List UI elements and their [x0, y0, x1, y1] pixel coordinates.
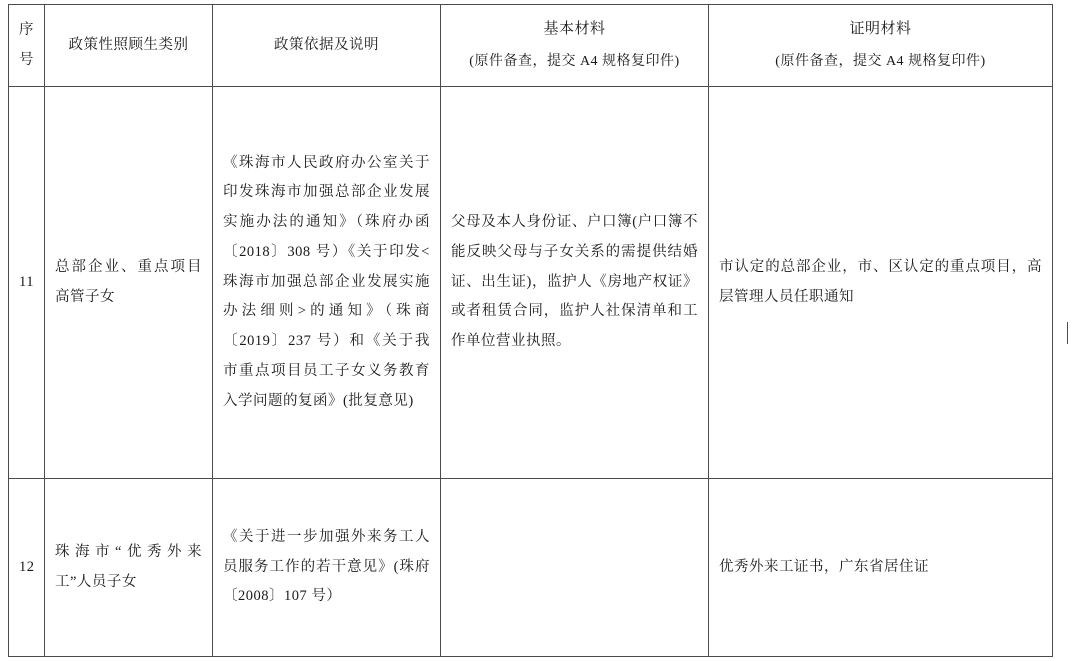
row-basic-materials: 父母及本人身份证、户口簿(户口簿不能反映父母与子女关系的需提供结婚证、出生证)，监护人《房地产权证》或者租赁合同，监护人社保清单和工作单位营业执照。 — [441, 87, 709, 479]
row-proof-materials: 优秀外来工证书，广东省居住证 — [709, 479, 1053, 657]
row-sequence-number: 12 — [9, 479, 45, 657]
row-policy-basis: 《关于进一步加强外来务工人员服务工作的若干意见》(珠府〔2008〕107 号） — [213, 479, 441, 657]
table-body — [9, 87, 1053, 657]
row-policy-basis: 《珠海市人民政府办公室关于印发珠海市加强总部企业发展实施办法的通知》（珠府办函〔2018〕308 号）《关于印发<珠海市加强总部企业发展实施办法细则>的通知》（珠商〔2019〕237 号）和《关于我市重点项目员工子女义务教育入学问题的复函》(批复意见) — [213, 87, 441, 479]
table-header-row — [9, 5, 1053, 87]
row-sequence-number: 11 — [9, 87, 45, 479]
document-page — [0, 4, 1080, 661]
column-header-proof-materials-title: 证明材料 — [849, 21, 912, 38]
row-basic-materials — [441, 479, 709, 657]
column-header-basic-materials — [441, 5, 709, 87]
column-header-category: 政策性照顾生类别 — [45, 5, 213, 87]
row-category: 珠海市“优秀外来工”人员子女 — [45, 479, 213, 657]
column-header-sequence-line1: 序 — [19, 21, 34, 38]
column-header-proof-materials — [709, 5, 1053, 87]
table-row — [9, 87, 1053, 479]
column-header-sequence — [9, 5, 45, 87]
column-header-basis: 政策依据及说明 — [213, 5, 441, 87]
table-row — [9, 479, 1053, 657]
row-proof-materials: 市认定的总部企业，市、区认定的重点项目，高层管理人员任职通知 — [709, 87, 1053, 479]
column-header-sequence-line2: 号 — [19, 51, 34, 68]
column-header-proof-materials-note: (原件备查，提交 A4 规格复印件) — [775, 54, 986, 70]
table-header — [9, 5, 1053, 87]
row-category: 总部企业、重点项目高管子女 — [45, 87, 213, 479]
page-edge-mark — [1067, 322, 1076, 344]
policy-requirements-table — [8, 4, 1053, 657]
column-header-basic-materials-title: 基本材料 — [543, 21, 606, 38]
column-header-basic-materials-note: (原件备查，提交 A4 规格复印件) — [469, 54, 680, 70]
